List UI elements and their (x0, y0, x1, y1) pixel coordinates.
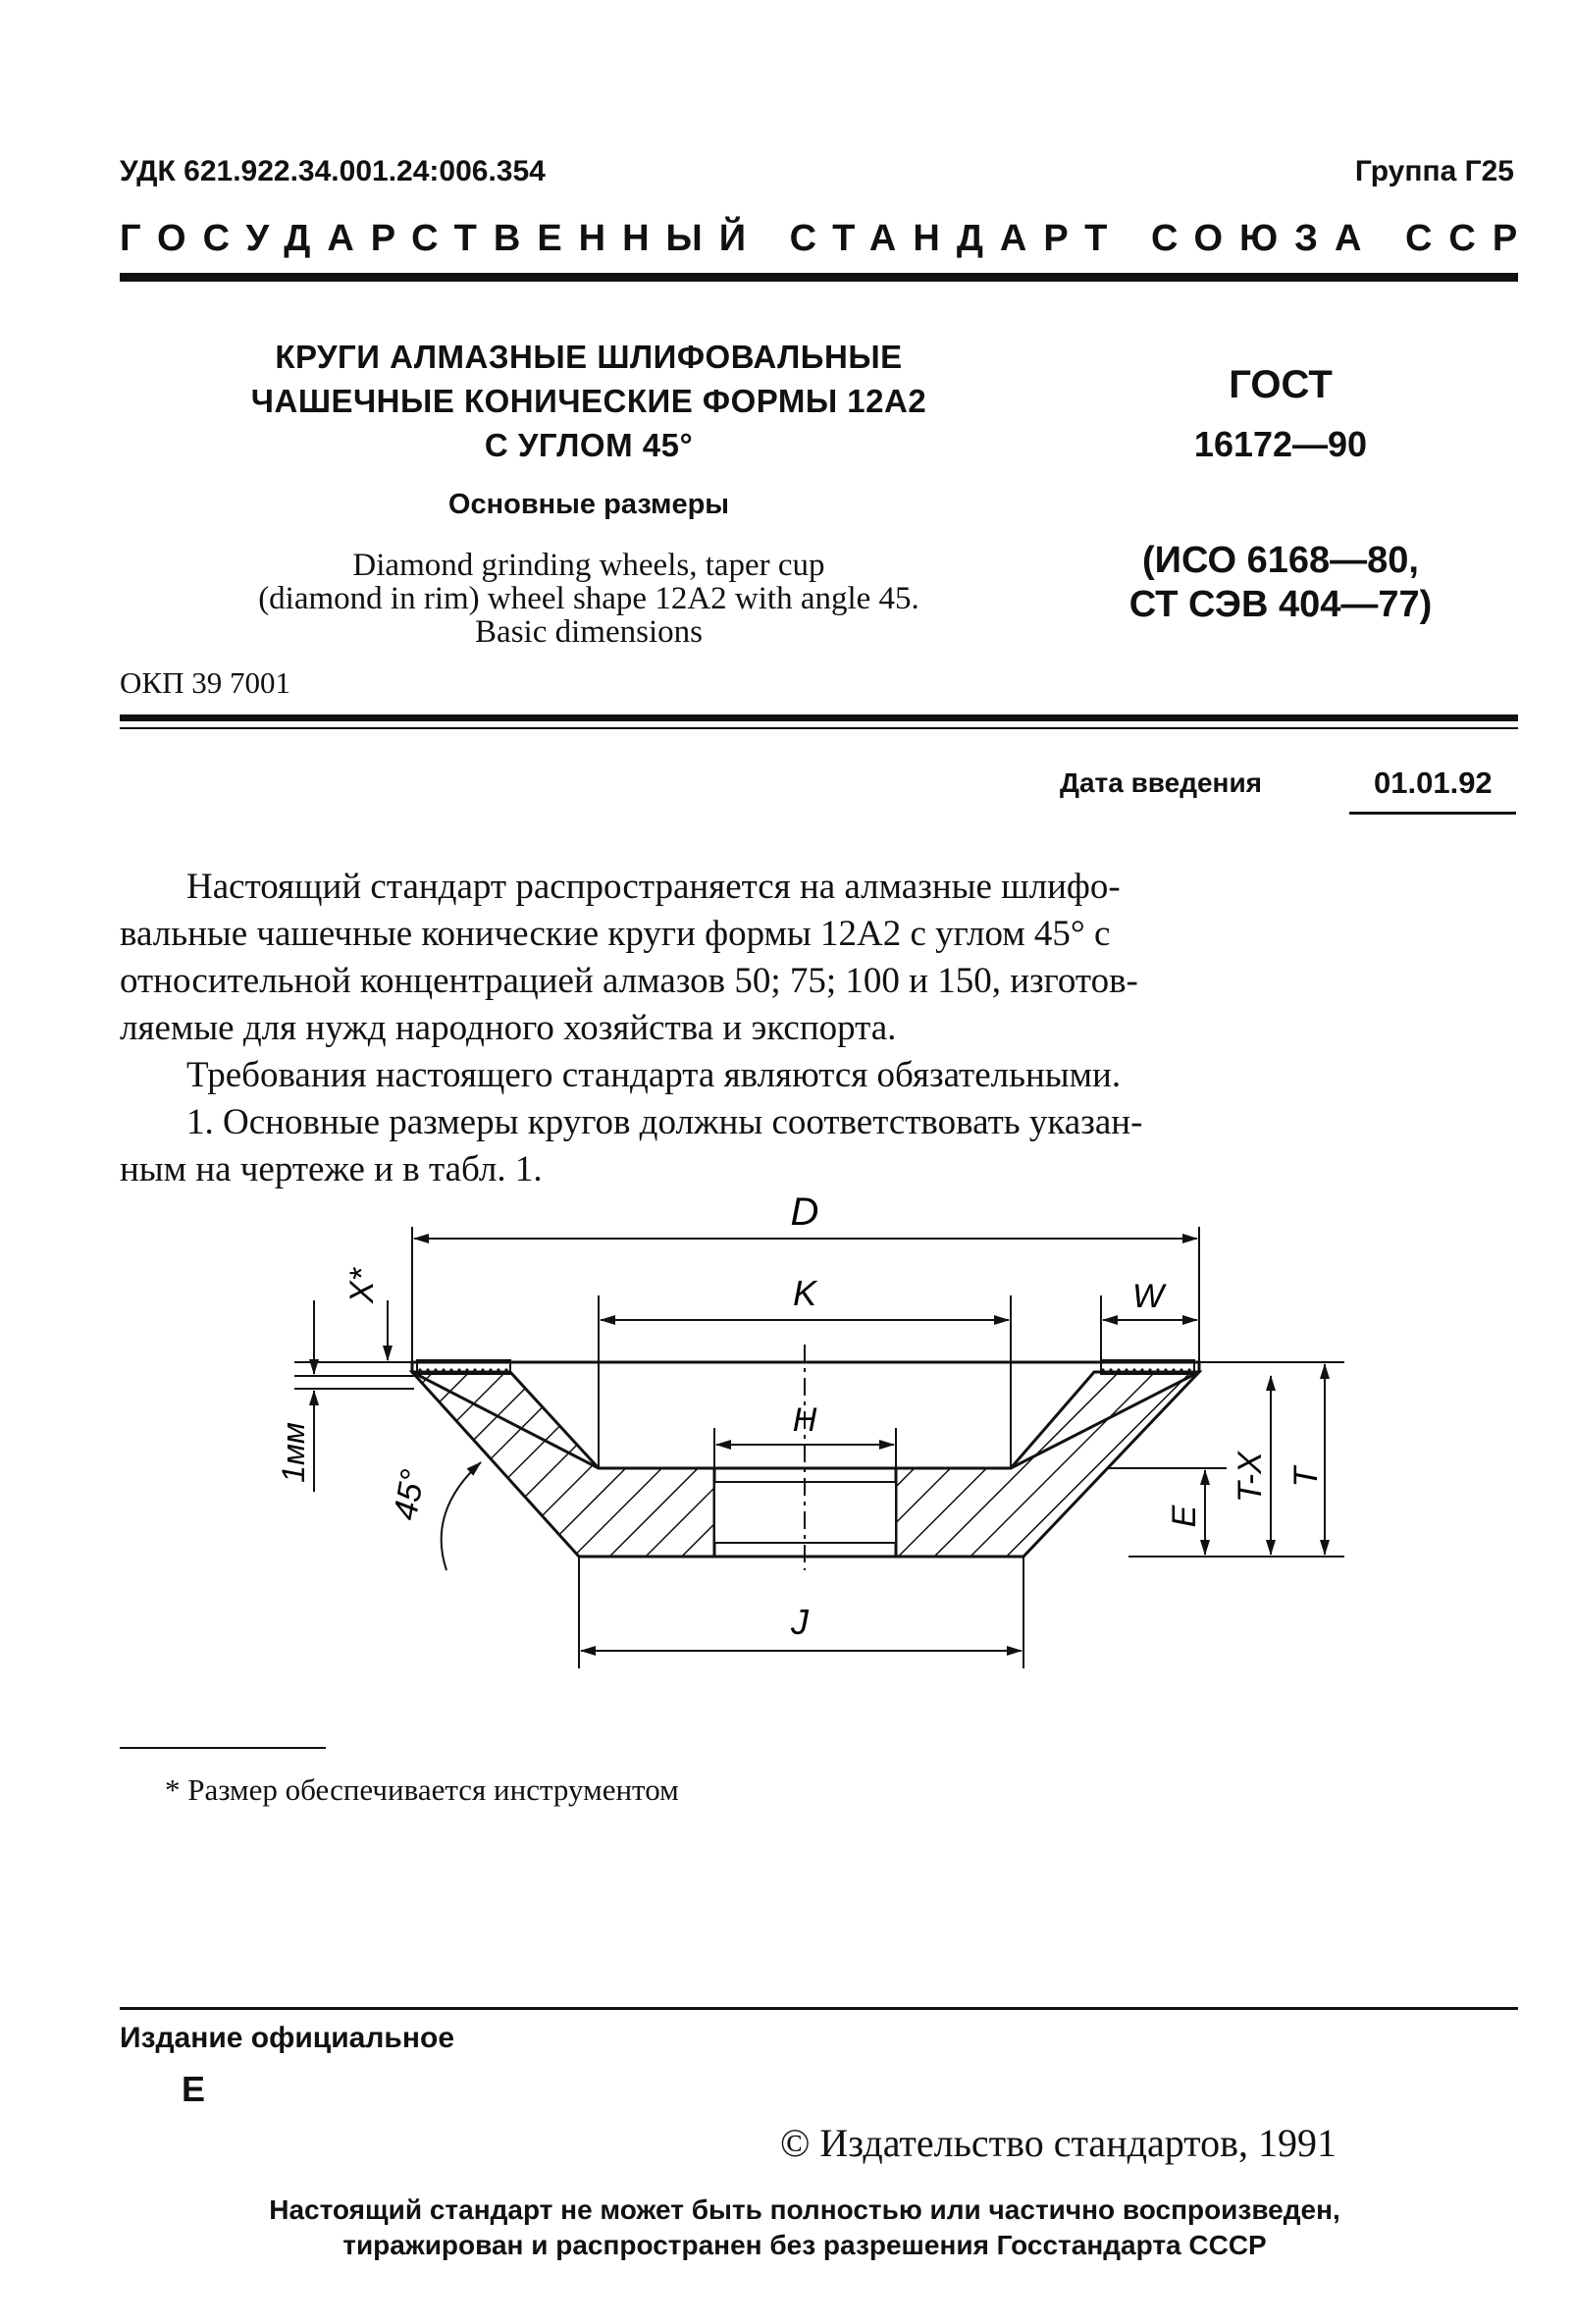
intro-date-value: 01.01.92 (1374, 766, 1493, 800)
footer-rule (120, 2007, 1518, 2010)
body-p1-line3: относительной концентрацией алмазов 50; 75; 100 и 150, изготов- (120, 961, 1138, 1001)
intro-date-label: Дата введения (1060, 767, 1263, 798)
title-subtitle: Основные размеры (447, 489, 730, 520)
dim-label-T-X: T-X (1232, 1452, 1269, 1503)
title-ru-line2: ЧАШЕЧНЫЕ КОНИЧЕСКИЕ ФОРМЫ 12А2 (250, 383, 927, 419)
dim-label-E: E (1166, 1505, 1203, 1528)
body-p1-line4: ляемые для нужд народного хозяйства и экспорта. (120, 1008, 897, 1048)
title-en-line3: Basic dimensions (475, 614, 703, 650)
angle-label-45: 45° (386, 1466, 433, 1523)
body-p1-line2: вальные чашечные конические круги формы 12А2 с углом 45° с (120, 914, 1111, 954)
gost-iso-ref: (ИСО 6168—80, (1142, 540, 1419, 581)
notice-line1: Настоящий стандарт не может быть полностью или частично воспроизведен, (269, 2194, 1340, 2225)
title-ru-line3: С УГЛОМ 45° (484, 427, 694, 463)
gost-st-sev-ref: СТ СЭВ 404—77) (1128, 584, 1433, 625)
dim-label-T: T (1287, 1466, 1325, 1488)
body-p2: Требования настоящего стандарта являются обязательными. (186, 1055, 1122, 1095)
title-ru-line1: КРУГИ АЛМАЗНЫЕ ШЛИФОВАЛЬНЫЕ (275, 339, 903, 375)
standard-banner: ГОСУДАРСТВЕННЫЙ СТАНДАРТ СОЮЗА ССР (120, 218, 1535, 259)
notice-line2: тиражирован и распространен без разрешения Госстандарта СССР (342, 2230, 1267, 2260)
title-en-line1: Diamond grinding wheels, taper cup (352, 548, 825, 583)
footnote-text: * Размер обеспечивается инструментом (165, 1772, 679, 1807)
dim-label-W: W (1131, 1278, 1165, 1315)
body-p3-line2: ным на чертеже и в табл. 1. (120, 1149, 543, 1189)
edition-label: Издание официальное (120, 2022, 455, 2054)
dim-label-J: J (791, 1602, 809, 1642)
okp-code: ОКП 39 7001 (120, 665, 290, 700)
dim-label-D: D (790, 1190, 819, 1234)
gost-label: ГОСТ (1229, 363, 1333, 406)
body-p1-line1: Настоящий стандарт распространяется на алмазные шлифо- (186, 867, 1121, 907)
group-code: Группа Г25 (1354, 155, 1514, 187)
title-en-line2: (diamond in rim) wheel shape 12A2 with angle 45. (258, 581, 919, 616)
dim-label-X: X* (343, 1268, 381, 1303)
dim-label-K: K (792, 1273, 817, 1313)
body-p3-line1: 1. Основные размеры кругов должны соответствовать указан- (186, 1102, 1143, 1142)
dim-label-H: H (792, 1401, 817, 1439)
footnote-rule (120, 1747, 326, 1749)
dim-label-1mm: 1мм (276, 1422, 311, 1483)
edition-letter: Е (182, 2069, 206, 2109)
copyright: © Издательство стандартов, 1991 (780, 2121, 1337, 2165)
wheel-section (412, 1345, 1199, 1570)
udk-code: УДК 621.922.34.001.24:006.354 (120, 155, 546, 187)
gost-number: 16172—90 (1193, 424, 1368, 464)
